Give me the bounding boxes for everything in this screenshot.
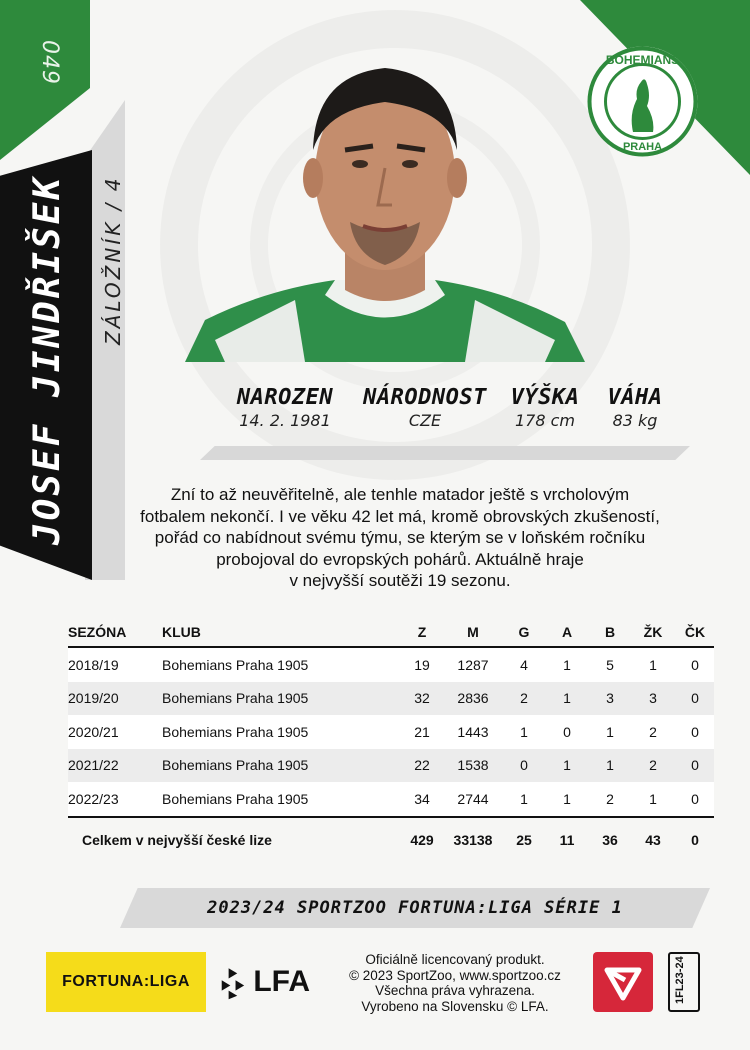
header-zk: ŽK [630,618,676,647]
cell-zk: 3 [630,682,676,716]
cell-club: Bohemians Praha 1905 [162,647,402,682]
cell-b: 3 [590,682,630,716]
lfa-logo-text: LFA [253,965,310,998]
lfa-ball-icon [220,962,249,1002]
cell-total-b: 36 [590,817,630,862]
cell-zk: 2 [630,715,676,749]
cell-b: 2 [590,782,630,817]
cell-b: 5 [590,647,630,682]
bio-weight [605,385,665,431]
sportzoo-logo-icon [593,952,653,1012]
bio-value: 14. 2. 1981 [239,411,331,430]
table-row [68,715,714,749]
player-position: ZÁLOŽNÍK / 4 [101,175,125,345]
cell-zk: 1 [630,782,676,817]
legal-line: Vyrobeno na Slovensku © LFA. [361,998,549,1014]
table-row [68,647,714,682]
cell-ck: 0 [676,682,714,716]
bio-text [120,484,680,592]
header-a: A [544,618,590,647]
cell-m: 1538 [442,749,504,783]
card-number: 049 [37,40,62,85]
cell-total-ck: 0 [676,817,714,862]
cell-a: 1 [544,749,590,783]
bio-text-line: fotbalem nekončí. I ve věku 42 let má, kromě obrovských zkušeností, [140,506,660,526]
bio-label: VÁHA [607,385,663,410]
table-row [68,682,714,716]
cell-g: 2 [504,682,544,716]
cell-z: 34 [402,782,442,817]
cell-season: 2018/19 [68,647,162,682]
header-ck: ČK [676,618,714,647]
stats-header-row [68,618,714,647]
table-row [68,782,714,817]
cell-a: 0 [544,715,590,749]
cell-m: 2836 [442,682,504,716]
header-club: KLUB [162,618,402,647]
player-name: JOSEF JINDŘIŠEK [27,174,68,545]
cell-z: 19 [402,647,442,682]
cell-club: Bohemians Praha 1905 [162,682,402,716]
cell-season: 2021/22 [68,749,162,783]
cell-m: 1287 [442,647,504,682]
header-m: M [442,618,504,647]
header-season: SEZÓNA [68,618,162,647]
cell-season: 2022/23 [68,782,162,817]
cell-club: Bohemians Praha 1905 [162,715,402,749]
cell-season: 2020/21 [68,715,162,749]
bio-text-line: pořád co nabídnout svému týmu, se kterým se v loňském ročníku [154,528,646,547]
table-row [68,749,714,783]
bio-height [510,385,580,431]
header-z: Z [402,618,442,647]
player-photo [185,40,585,362]
bio-text-line: probojoval do evropských pohárů. Aktuálně hraje [216,549,584,569]
stats-table-wrapper [68,618,714,862]
bio-label: VÝŠKA [510,385,580,410]
card-code: 1FL23-24 [674,956,686,1004]
bio-label: NÁRODNOST [363,385,487,410]
cell-a: 1 [544,682,590,716]
cell-ck: 0 [676,782,714,817]
bio-value: 83 kg [612,411,658,430]
bio-info-row [235,385,675,435]
cell-ck: 0 [676,647,714,682]
cell-zk: 2 [630,749,676,783]
bohemians-crest-icon [585,44,700,159]
cell-club: Bohemians Praha 1905 [162,782,402,817]
card-code-tag [668,952,700,1012]
cell-a: 1 [544,782,590,817]
gray-divider [200,446,690,460]
cell-total-g: 25 [504,817,544,862]
cell-zk: 1 [630,647,676,682]
bio-value: CZE [408,411,442,430]
cell-ck: 0 [676,749,714,783]
cell-total-zk: 43 [630,817,676,862]
bio-text-line: Zní to až neuvěřitelně, ale tenhle matador ještě s vrcholovým [170,485,630,504]
cell-m: 2744 [442,782,504,817]
fortuna-liga-logo: FORTUNA:LIGA [46,952,206,1012]
cell-total-label: Celkem v nejvyšší české lize [68,817,402,862]
legal-line: © 2023 SportZoo, www.sportzoo.cz [349,967,561,983]
cell-total-m: 33138 [442,817,504,862]
cell-z: 21 [402,715,442,749]
lfa-logo [220,960,310,1004]
header-b: B [590,618,630,647]
series-title: 2023/24 SPORTZOO FORTUNA:LIGA SÉRIE 1 [207,898,623,918]
cell-g: 0 [504,749,544,783]
cell-b: 1 [590,749,630,783]
cell-total-a: 11 [544,817,590,862]
cell-z: 22 [402,749,442,783]
cell-a: 1 [544,647,590,682]
crest-top-text: BOHEMIANS [605,53,680,67]
header-g: G [504,618,544,647]
legal-line: Oficiálně licencovaný produkt. [365,952,545,967]
cell-g: 4 [504,647,544,682]
cell-club: Bohemians Praha 1905 [162,749,402,783]
stats-table [68,618,714,862]
cell-season: 2019/20 [68,682,162,716]
cell-b: 1 [590,715,630,749]
cell-total-z: 429 [402,817,442,862]
cell-g: 1 [504,715,544,749]
legal-line: Všechna práva vyhrazena. [375,983,535,998]
bio-born [235,385,335,431]
bio-nationality [360,385,490,431]
bio-label: NAROZEN [236,385,334,410]
cell-g: 1 [504,782,544,817]
cell-z: 32 [402,682,442,716]
legal-text [330,952,580,1014]
bio-value: 178 cm [514,411,575,430]
table-total-row [68,817,714,862]
cell-ck: 0 [676,715,714,749]
bio-text-line: v nejvyšší soutěži 19 sezonu. [289,571,511,590]
crest-bottom-text: PRAHA [622,141,663,153]
cell-m: 1443 [442,715,504,749]
